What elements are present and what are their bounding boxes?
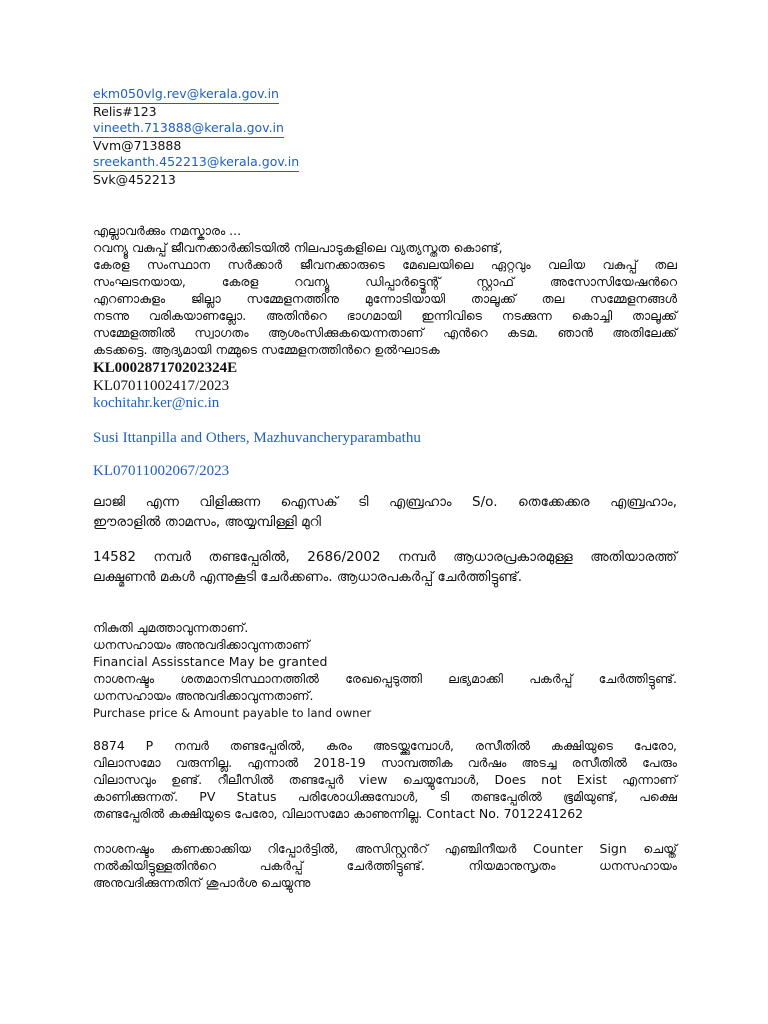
email-link-3[interactable]: sreekanth.452213@kerala.gov.in [93,154,299,172]
tax-note: നികുതി ചുമത്താവുന്നതാണ്. [93,620,249,635]
thandaper-line: ലക്ഷ്മണൻ മകൾ എന്നുകൂടി ചേർക്കണം. ആധാരപകർപ്പ് ചേർത്തിട്ടുണ്ട്. [93,569,523,585]
speech-line: റവന്യൂ വകുപ്പ് ജീവനക്കാർക്കിടയിൽ നിലപാടുകളിലെ വ്യത്യസ്തത കൊണ്ട്, [93,240,503,255]
loss-note: നാശനഷ്ടം ശതമാനടിസ്ഥാനത്തിൽ രേഖപ്പെടുത്തി ലഭ്യമാക്കി പകർപ്പ് ചേർത്തിട്ടുണ്ട്. [93,671,677,686]
reference-bold: KL000287170202324E [93,360,238,376]
aid-note-2: ധനസഹായം അനുവദിക്കാവുന്നതാണ്. [93,688,314,703]
password-3: Svk@452213 [93,172,176,187]
thandaper-8874-line: 8874 P നമ്പർ തണ്ടപ്പേരിൽ, കരം അടയ്ക്കുമ്പോൾ, രസീതിൽ കക്ഷിയുടെ പേരോ, [93,738,677,753]
office-email-link[interactable]: kochitahr.ker@nic.in [93,395,220,411]
final-line: നൽകിയിട്ടുള്ളതിൻറെ പകർപ്പ് ചേർത്തിട്ടുണ്ട്. നിയമാനുസൃതം ധനസഹായം [93,858,677,873]
email-link-1[interactable]: ekm050vlg.rev@kerala.gov.in [93,86,279,104]
financial-assistance-note: Financial Assisstance May be granted [93,654,328,669]
aid-note: ധനസഹായം അനുവദിക്കാവുന്നതാണ് [93,637,310,652]
reference-number-2: KL07011002067/2023 [93,463,230,479]
speech-line: സംഘടനയായ, കേരള റവന്യൂ ഡിപ്പാർട്ട്മെന്റ് സ്റ്റാഫ് അസോസിയേഷൻറെ [93,274,677,289]
speech-line: സമ്മേളത്തിൽ സ്വാഗതം ആശംസിക്കുകയെന്നതാണ് എൻറെ കടമ. ഞാൻ അതിലേക്ക് [93,325,677,340]
laji-line: ഈരാളിൽ താമസം, അയ്യമ്പിള്ളി മുറി [93,514,321,530]
speech-line: നടന്നു വരികയാണല്ലോ. അതിൻറെ ഭാഗമായി ഇന്നിവിടെ നടക്കുന്ന കൊച്ചി താലൂക്ക് [93,308,677,323]
thandaper-8874-line: തണ്ടപ്പേരിൽ കക്ഷിയുടെ പേരോ, വിലാസമോ കാണുന്നില്ല. Contact No. 7012241262 [93,806,584,821]
thandaper-line: 14582 നമ്പർ തണ്ടപ്പേരിൽ, 2686/2002 നമ്പർ ആധാരപ്രകാരമുള്ള അതിയാരത്ത് [93,549,677,565]
thandaper-8874-line: വിലാസമോ വരുന്നില്ല. എന്നാൽ 2018-19 സാമ്പത്തിക വർഷം അടച്ച രസീതിൽ പേരും [93,755,677,770]
final-line: നാശനഷ്ടം കണക്കാക്കിയ റിപ്പോർട്ടിൽ, അസിസ്റ്റൻറ് എഞ്ചിനീയർ Counter Sign ചെയ്ത് [93,841,677,856]
thandaper-8874-line: കാണിക്കുന്നത്. PV Status പരിശോധിക്കുമ്പോൾ, ടി തണ്ടപ്പേരിൽ ഭൂമിയുണ്ട്, പക്ഷെ [93,789,677,804]
speech-line: കേരള സംസ്ഥാന സർക്കാർ ജീവനക്കാരുടെ മേഖലയിലെ ഏറ്റവും വലിയ വകുപ്പ് തല [93,257,677,272]
speech-line: കടക്കട്ടെ. ആദ്യമായി നമ്മുടെ സമ്മേളനത്തിൻറെ ഉൽഘാടക [93,342,440,357]
password-2: Vvm@713888 [93,138,182,153]
party-names: Susi Ittanpilla and Others, Mazhuvancheryparambathu [93,430,421,446]
speech-line: എറണാകുളം ജില്ലാ സമ്മേളനത്തിനു മുന്നോടിയായി താലൂക്ക് തല സമ്മേളനങ്ങൾ [93,291,677,306]
final-line: അനുവദിക്കുന്നതിന് ശുപാർശ ചെയ്യുന്നു [93,875,311,890]
password-1: Relis#123 [93,104,157,119]
reference-number: KL07011002417/2023 [93,378,230,394]
purchase-note: Purchase price & Amount payable to land owner [93,706,372,720]
email-link-2[interactable]: vineeth.713888@kerala.gov.in [93,120,284,138]
laji-line: ലാജി എന്ന വിളിക്കുന്ന ഐസക് ടി എബ്രഹാം S/o. തെക്കേക്കര എബ്രഹാം, [93,494,677,510]
greeting-line: എല്ലാവർക്കും നമസ്കാരം ... [93,223,242,238]
thandaper-8874-line: വിലാസവും ഉണ്ട്. റീലീസിൽ തണ്ടപ്പേർ view ചെയ്യുമ്പോൾ, Does not Exist എന്നാണ് [93,772,677,787]
